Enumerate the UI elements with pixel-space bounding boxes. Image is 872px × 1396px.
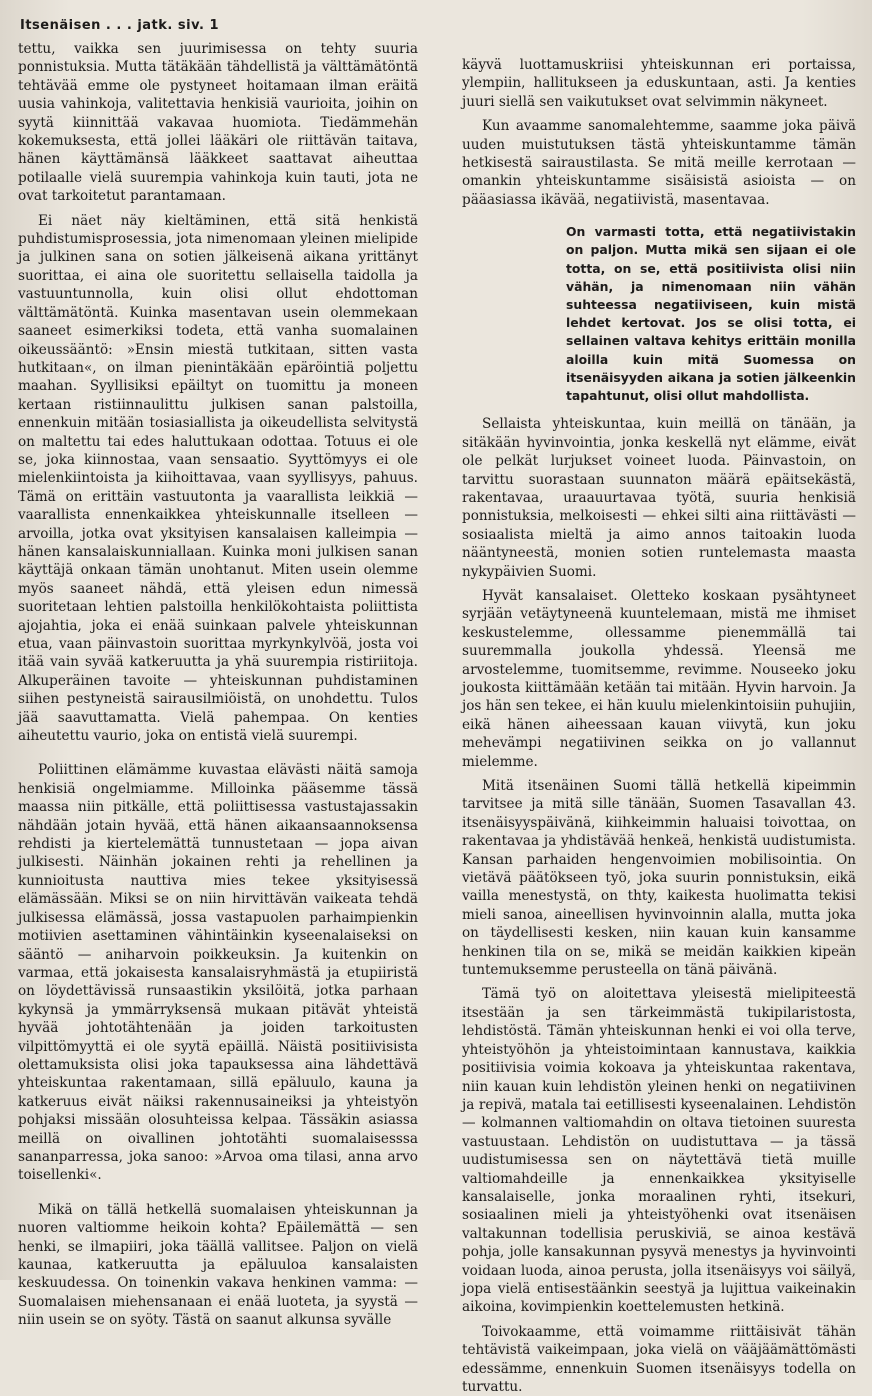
paragraph: käyvä luottamuskriisi yhteiskunnan eri portaissa, ylempiin, hallitukseen ja eduskuntaan, asti. Ja kenties juuri siellä sen vaikutukset ovat selvimmin näkyneet. xyxy=(462,57,856,110)
paragraph: Mikä on tällä hetkellä suomalaisen yhteiskunnan ja nuoren valtiomme heikoin kohta? Epäilemättä — sen henki, se ilmapiiri, joka täällä vallitsee. Paljon on vielä kaunaa, katkeruutta ja epäluuloa kansalaisten keskuudessa. On toinenkin vakava henkinen vamma: — Suomalaisen miehensanaan ei enää luoteta, ja syystä — niin usein se on syöty. Tästä on saanut alkunsa syvälle xyxy=(18,1201,418,1329)
left-column xyxy=(18,40,418,1329)
paragraph: Toivokaamme, että voimamme riittäisivät tähän tehtävistä vaikeimpaan, joka vielä on vääjäämättömästi edessämme, ennenkuin Suomen itsenäisyys todella on turvattu. xyxy=(462,1323,856,1395)
paragraph: Kun avaamme sanomalehtemme, saamme joka päivä uuden muistutuksen tästä yhteiskuntamme tämän hetkisestä sairaustilasta. Se mitä meille kerrotaan — omankin yhteiskuntamme sisäisistä asioista — on pääasiassa ikävää, negatiivistä, masentavaa. xyxy=(462,118,856,208)
pull-quote: On varmasti totta, että negatiivistakin on paljon. Mutta mikä sen sijaan ei ole totta, on se, että positiivista olisi niin vähän, ja nimenomaan niin vähän suhteessa negatiiviseen, kuin mistä lehdet kertovat. Jos se olisi totta, ei sellainen valtava kehitys erittäin monilla aloilla kuin mitä Suomessa on itsenäisyyden aikana ja sotien jälkeenkin tapahtunut, olisi ollut mahdollista. xyxy=(566,224,856,404)
right-column xyxy=(462,56,856,1395)
paragraph: Sellaista yhteiskuntaa, kuin meillä on tänään, ja sitäkään hyvinvointia, jonka keskellä nyt elämme, eivät ole pelkät lurjukset voineet luoda. Päinvastoin, on tarvittu suorastaan suunnaton määrä epäitsekästä, rakentavaa, uraauurtavaa työtä, suuria henkisiä ponnistuksia, melkoisesti — ehkei silti aina riittävästi — sosiaalista mieltä ja aimo annos taitoakin luoda nääntyneestä, monien sotien runtelemasta maasta nykypäivien Suomi. xyxy=(462,416,856,580)
paragraph: Hyvät kansalaiset. Oletteko koskaan pysähtyneet syrjään vetäytyneenä kuuntelemaan, mistä me ihmiset keskustelemme, ollessamme pienemmällä tai suuremmalla joukolla yhdessä. Yleensä me arvostelemme, tuomitsemme, revimme. Nouseeko joku joukosta kiittämään ketään tai mitään. Hyvin harvoin. Ja jos hän sen tekee, ei hän kuulu mielenkintoisiin puhujiin, eikä hänen aiheessaan kauan viivytä, kun joku mehevämpi negatiivinen seikka on jo vallannut mielemme. xyxy=(462,587,856,770)
paragraph: Mitä itsenäinen Suomi tällä hetkellä kipeimmin tarvitsee ja mitä sille tänään, Suomen Tasavallan 43. itsenäisyyspäivänä, kiihkeimmin haluaisi toivottaa, on rakentavaa ja yhdistävää henkeä, henkistä uudistumista. Kansan parhaiden hengenvoimien mobilisointia. On vietävä päätökseen työ, joka suurin ponnistuksin, eikä vailla menestystä, on thty, kaikesta huolimatta tekisi mieli sanoa, aineellisen hyvinvoinnin alalla, mutta joka on täydellisesti kesken, niin kauan kuin kansamme henkinen tila on se, mikä se meidän kaikkien kipeän tuntemuksemme perusteella on tänä päivänä. xyxy=(462,778,856,979)
paragraph: Poliittinen elämämme kuvastaa elävästi näitä samoja henkisiä ongelmiamme. Milloinka pääsemme tässä maassa niin pitkälle, että poliittisessa vastustajassakin nähdään jotain hyvää, että hänen aikaansaannoksensa rehdisti ja kiertelemättä tunnustetaan — jopa aivan julkisesti. Näinhän jokainen rehti ja rehellinen ja kunnioitusta nauttiva mies tekee yksityisessä elämässään. Miksi se on niin hirvittävän vaikeata tehdä julkisessa elämässä, jossa vastapuolen parhaimpienkin motiivien asettaminen vähintäinkin kyseenalaiseksi on sääntö — aniharvoin poikkeuksin. Ja kuitenkin on varmaa, että jokaisesta kansalaisryhmästä ja etupiiristä on löydettävissä runsaastikin yksilöitä, jotka parhaan kykynsä ja ymmärryksensä mukaan pitävät yhteistä hyvää johtotähtenään ja joiden tarkoitusten vilpittömyyttä ei ole syytä epäillä. Näistä positiivisista olettamuksista olisi joka tapauksessa aina lähdettävä yhteiskuntaa rakentamaan, sillä epäluulo, kauna ja katkeruus eivät näiksi rakennusaineiksi ja yhteistyön pohjaksi missään olosuhteissa kelpaa. Tässäkin asiassa meillä on oivallinen johtotähti suomalaisesssa sananparressa, joka sanoo: »Arvoa oma tilasi, anna arvo toisellenki«. xyxy=(18,762,418,1184)
continuation-header: Itsenäisen . . . jatk. siv. 1 xyxy=(20,18,219,33)
paragraph: Tämä työ on aloitettava yleisestä mielipiteestä itsestään ja sen tärkeimmästä tukipilaristosta, lehdistöstä. Tämän yhteiskunnan henki ei voi olla terve, yhteistyöhön ja yhteistoimintaan kannustava, kaikkia positiivisia voimia kokoava ja yhteiskuntaa rakentava, niin kauan kuin lehdistön yleinen henki on negatiivinen ja repivä, matala tai eetillisesti kyseenalainen. Lehdistön — kolmannen valtiomahdin on oltava tietoinen suuresta vastuustaan. Lehdistön on uudistuttava — ja tässä uudistumisessa sen on näytettävä tietä muille valtiomahdeille ja ennenkaikkea yksityiselle kansalaiselle, jonka moraalinen ryhti, itsekuri, sosiaalinen mieli ja yhteistyöhenki ovat itsenäisen valtakunnan todellisia peruskiviä, se ainoa kestävä pohja, jolle kansakunnan pysyvä menestys ja hyvinvointi voidaan luoda, ainoa perusta, jolla itsenäisyys voi säilyä, jopa vielä entisestäänkin seestyä ja lujittua vaikeinakin aikoina, kovimpienkin koettelemusten hetkinä. xyxy=(462,986,856,1316)
paragraph: tettu, vaikka sen juurimisessa on tehty suuria ponnistuksia. Mutta tätäkään tähdellistä ja välttämätöntä tehtävää emme ole pystyneet hoitamaan ilman eräitä uusia vahinkoja, valitettavia henkisiä vaurioita, joihin on syytä kiinnittää vakavaa huomiota. Tiedämmehän kokemuksesta, että jollei lääkäri ole riittävän taitava, hänen käyttämänsä lääkkeet saattavat aiheuttaa potilaalle vielä suurempia vahinkoja kuin tauti, jota ne ovat tarkoitetut parantamaan. xyxy=(18,41,418,205)
paragraph: Ei näet näy kieltäminen, että sitä henkistä puhdistumisprosessia, jota nimenomaan yleinen mielipide ja julkinen sana on sotien jälkeisenä aikana yrittänyt suorittaa, ei aina ole suoritettu sellaisella taidolla ja vastuuntunnolla, kuin olisi ollut ehdottoman välttämätöntä. Kuinka masentavan usein olemmekaan saaneet esimerkiksi todeta, että vanha suomalainen oikeussääntö: »Ensin miestä tutkitaan, sitten vasta hutkitaan«, on ilman pienintäkään epäröintiä poljettu maahan. Syyllisiksi epäiltyt on tuomittu ja moneen kertaan ristiinnaulittu julkisen sanan palstoilla, ennenkuin mitään tosiasiallista ja oikeudellista selvitystä on maltettu tai edes haluttukaan odottaa. Totuus ei ole se, joka kiinnostaa, vaan sensaatio. Syyttömyys ei ole mielenkiintoista ja kiihoittavaa, vaan syyllisyys, pahuus. Tämä on erittäin vastuutonta ja vaarallista leikkiä — vaarallista ennenkaikkea yhteiskunnalle itselleen — arvoilla, jotka ovat yksityisen kansalaisen kalleimpia — hänen kansalaiskunniallaan. Kuinka moni julkisen sanan käyttäjä onkaan tämän unohtanut. Miten usein olemme myös saaneet nähdä, että yleisen edun nimessä suoritetaan lehtien palstoilla henkilökohtaista poliittista ajojahtia, joka ei enää suinkaan palvele yhteiskunnan etua, vaan päinvastoin suorittaa myrkynkylvöä, josta voi itää vain syvää katkeruutta ja yhä suurempia ristiriitoja. Alkuperäinen tavoite — yhteiskunnan puhdistaminen siihen pestyneistä sairausilmiöistä, on unohdettu. Tulos jää saavuttamatta. Vielä pahempaa. On kenties aiheutettu vaurio, joka on entistä vielä suurempi. xyxy=(18,212,418,745)
